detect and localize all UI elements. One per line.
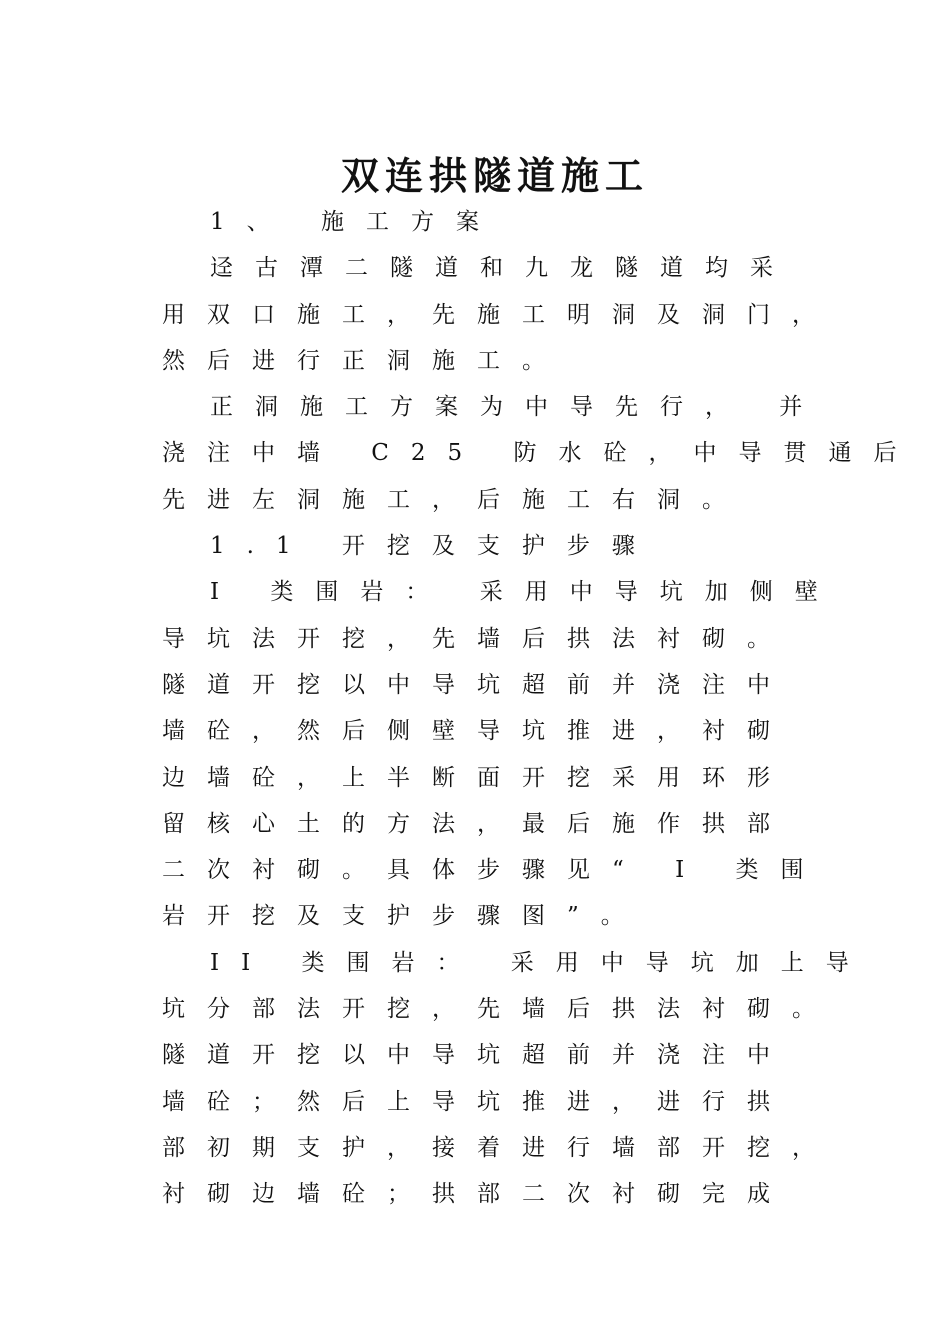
text-line: II 类围岩： 采用中导坑加上导 bbox=[210, 949, 871, 976]
text-line: 岩开挖及支护步骤图”。 bbox=[162, 903, 646, 930]
text-line: 二次衬砌。具体步骤见“ I 类围 bbox=[162, 857, 826, 884]
document-body bbox=[162, 199, 919, 1218]
text-line: 正洞施工方案为中导先行， 并 bbox=[210, 394, 825, 421]
text-line: 边墙砼，上半断面开挖采用环形 bbox=[162, 764, 792, 791]
text-line: 导坑法开挖，先墙后拱法衬砌。 bbox=[162, 625, 792, 652]
text-line: 1、 施工方案 bbox=[210, 209, 501, 235]
text-line: 墙砼；然后上导坑推进，进行拱 bbox=[162, 1088, 792, 1115]
text-line: 1.1 开挖及支护步骤 bbox=[210, 533, 657, 560]
text-line: 隧道开挖以中导坑超前并浇注中 bbox=[162, 1042, 792, 1069]
text-line: 坑分部法开挖，先墙后拱法衬砌。 bbox=[162, 996, 837, 1023]
text-line: 部初期支护，接着进行墙部开挖， bbox=[162, 1134, 837, 1161]
text-line: 然后进行正洞施工。 bbox=[162, 347, 567, 374]
text-line: 用双口施工，先施工明洞及洞门， bbox=[162, 301, 837, 328]
text-line: 迳古潭二隧道和九龙隧道均采 bbox=[210, 255, 795, 282]
text-line: 浇注中墙 C25 防水砼，中导贯通后 bbox=[162, 440, 919, 467]
text-line: 先进左洞施工，后施工右洞。 bbox=[162, 486, 747, 513]
text-line: 衬砌边墙砼；拱部二次衬砌完成 bbox=[162, 1181, 792, 1208]
text-line: 留核心土的方法，最后施作拱部 bbox=[162, 810, 792, 837]
text-line: I 类围岩： 采用中导坑加侧壁 bbox=[210, 579, 840, 606]
document-title: 双连拱隧道施工 bbox=[340, 153, 649, 198]
text-line: 隧道开挖以中导坑超前并浇注中 bbox=[162, 671, 792, 698]
text-line: 墙砼，然后侧壁导坑推进，衬砌 bbox=[162, 718, 792, 745]
